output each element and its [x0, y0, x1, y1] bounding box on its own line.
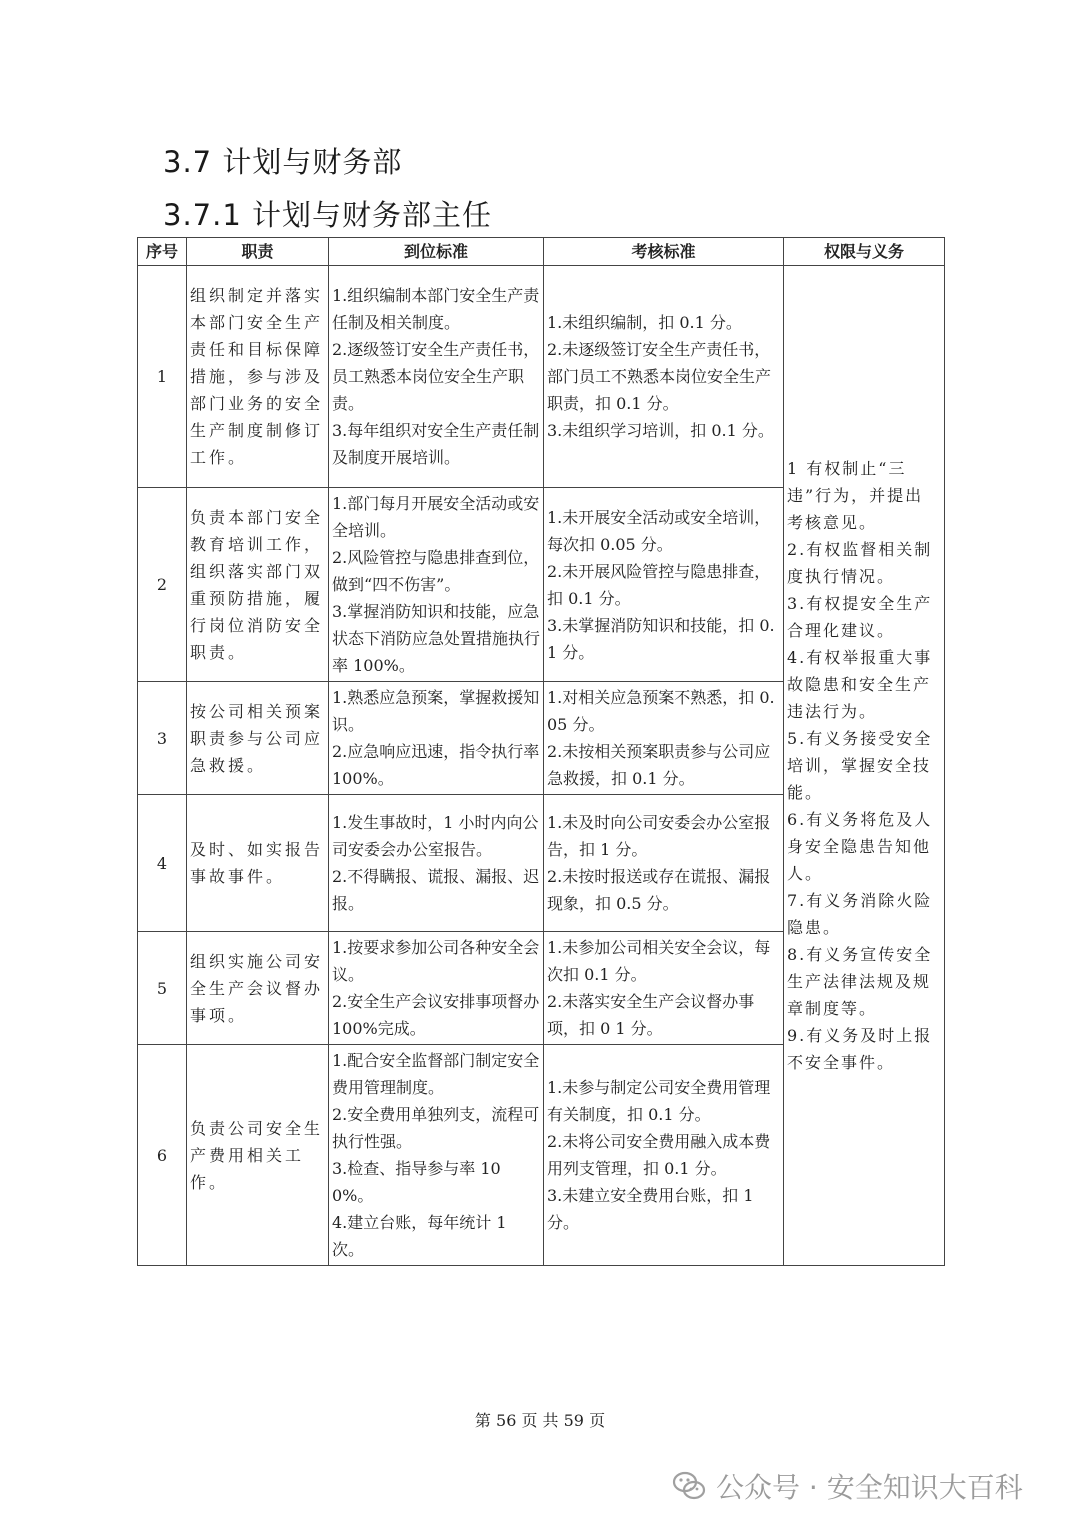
standard-item: 2.不得瞒报、谎报、漏报、迟报。: [332, 867, 540, 913]
row-standard: [329, 1045, 544, 1266]
standard-item: 1.部门每月开展安全活动或安全培训。: [332, 494, 540, 540]
assessment-item: 1.未参与制定公司安全费用管理有关制度，扣 0.1 分。: [547, 1078, 771, 1124]
assessment-item: 2.未开展风险管控与隐患排查，扣 0.1 分。: [547, 561, 771, 608]
assessment-item: 3.未组织学习培训，扣 0.1 分。: [547, 421, 774, 440]
assessment-item: 2.未将公司安全费用融入成本费用列支管理，扣 0.1 分。: [547, 1132, 771, 1178]
authority-item: 4.有权举报重大事故隐患和安全生产违法行为。: [787, 648, 933, 721]
row-assessment: [544, 488, 784, 682]
standard-item: 1.熟悉应急预案，掌握救援知识。: [332, 688, 540, 734]
assessment-item: 2.未逐级签订安全生产责任书，部门员工不熟悉本岗位安全生产职责，扣 0.1 分。: [547, 340, 772, 413]
row-duty: 及时、如实报告事故事件。: [187, 795, 329, 932]
subsection-title: 3.7.1 计划与财务部主任: [163, 198, 493, 232]
authority-item: 6.有义务将危及人身安全隐患告知他人。: [787, 810, 933, 883]
assessment-item: 2.未按时报送或存在谎报、漏报现象，扣 0.5 分。: [547, 867, 771, 913]
row-number: 3: [138, 682, 187, 795]
standard-item: 1.组织编制本部门安全生产责任制及相关制度。: [332, 286, 540, 332]
row-standard: [329, 488, 544, 682]
header-authority: 权限与义务: [784, 238, 945, 266]
header-standard: 到位标准: [329, 238, 544, 266]
header-duty: 职责: [187, 238, 329, 266]
authority-item: 3.有权提安全生产合理化建议。: [787, 594, 933, 640]
authority-item: 1 有权制止“三违”行为，并提出考核意见。: [787, 459, 924, 532]
row-duty: 负责公司安全生产费用相关工作。: [187, 1045, 329, 1266]
standard-item: 3.掌握消防知识和技能，应急状态下消防应急处置措施执行率 100%。: [332, 602, 541, 675]
standard-item: 1.发生事故时，1 小时内向公司安委会办公室报告。: [332, 813, 539, 859]
row-duty: 组织实施公司安全生产会议督办事项。: [187, 932, 329, 1045]
assessment-item: 1.未组织编制，扣 0.1 分。: [547, 313, 742, 332]
row-number: 4: [138, 795, 187, 932]
watermark-text: 公众号 · 安全知识大百科: [716, 1471, 1023, 1504]
standard-item: 2.逐级签订安全生产责任书，员工熟悉本岗位安全生产职责。: [332, 340, 540, 413]
row-number: 1: [138, 266, 187, 488]
standard-item: 1.配合安全监督部门制定安全费用管理制度。: [332, 1051, 540, 1097]
assessment-item: 3.未建立安全费用台账，扣 1 分。: [547, 1186, 754, 1232]
row-number: 6: [138, 1045, 187, 1266]
authority-item: 7.有义务消除火险隐患。: [787, 891, 933, 937]
table-header-row: [138, 238, 945, 266]
authority-item: 8.有义务宣传安全生产法律法规及规章制度等。: [787, 945, 933, 1018]
table-row: [138, 266, 945, 488]
row-duty: 按公司相关预案职责参与公司应急救援。: [187, 682, 329, 795]
row-standard: [329, 932, 544, 1045]
authority-item: 5.有义务接受安全培训，掌握安全技能。: [787, 729, 933, 802]
standard-item: 2.安全费用单独列支，流程可执行性强。: [332, 1105, 540, 1151]
assessment-item: 1.未及时向公司安委会办公室报告，扣 1 分。: [547, 813, 771, 859]
header-num: 序号: [138, 238, 187, 266]
row-assessment: [544, 1045, 784, 1266]
header-assessment: 考核标准: [544, 238, 784, 266]
standard-item: 3.每年组织对安全生产责任制及制度开展培训。: [332, 421, 540, 467]
row-assessment: [544, 266, 784, 488]
assessment-item: 3.未掌握消防知识和技能，扣 0.1 分。: [547, 615, 775, 662]
row-assessment: [544, 795, 784, 932]
assessment-item: 1.对相关应急预案不熟悉，扣 0.05 分。: [547, 688, 775, 734]
row-standard: [329, 795, 544, 932]
standard-item: 2.安全生产会议安排事项督办 100%完成。: [332, 992, 540, 1038]
wechat-logo-icon: [672, 1469, 706, 1503]
assessment-item: 2.未落实安全生产会议督办事项，扣 0 1 分。: [547, 992, 755, 1038]
row-number: 2: [138, 488, 187, 682]
standard-item: 3.检查、指导参与率 100%。: [332, 1159, 501, 1205]
section-title: 3.7 计划与财务部: [163, 145, 403, 179]
authority-cell: [784, 266, 945, 1266]
row-assessment: [544, 932, 784, 1045]
row-duty: 组织制定并落实本部门安全生产责任和目标保障措施，参与涉及部门业务的安全生产制度制修订工作。: [187, 266, 329, 488]
row-assessment: [544, 682, 784, 795]
assessment-item: 1.未参加公司相关安全会议，每次扣 0.1 分。: [547, 938, 771, 984]
authority-item: 2.有权监督相关制度执行情况。: [787, 540, 933, 586]
standard-item: 2.风险管控与隐患排查到位，做到“四不伤害”。: [332, 548, 540, 594]
assessment-item: 2.未按相关预案职责参与公司应急救援，扣 0.1 分。: [547, 742, 771, 788]
row-number: 5: [138, 932, 187, 1045]
authority-item: 9.有义务及时上报不安全事件。: [787, 1026, 933, 1072]
standard-item: 2.应急响应迅速，指令执行率 100%。: [332, 742, 540, 788]
row-standard: [329, 266, 544, 488]
page-footer: 第 56 页 共 59 页: [474, 1411, 606, 1430]
standard-item: 4.建立台账，每年统计 1 次。: [332, 1213, 507, 1259]
assessment-item: 1.未开展安全活动或安全培训，每次扣 0.05 分。: [547, 507, 771, 554]
row-duty: 负责本部门安全教育培训工作，组织落实部门双重预防措施，履行岗位消防安全职责。: [187, 488, 329, 682]
responsibility-table: [137, 237, 945, 1266]
row-standard: [329, 682, 544, 795]
standard-item: 1.按要求参加公司各种安全会议。: [332, 938, 540, 984]
watermark: [672, 1462, 1023, 1510]
